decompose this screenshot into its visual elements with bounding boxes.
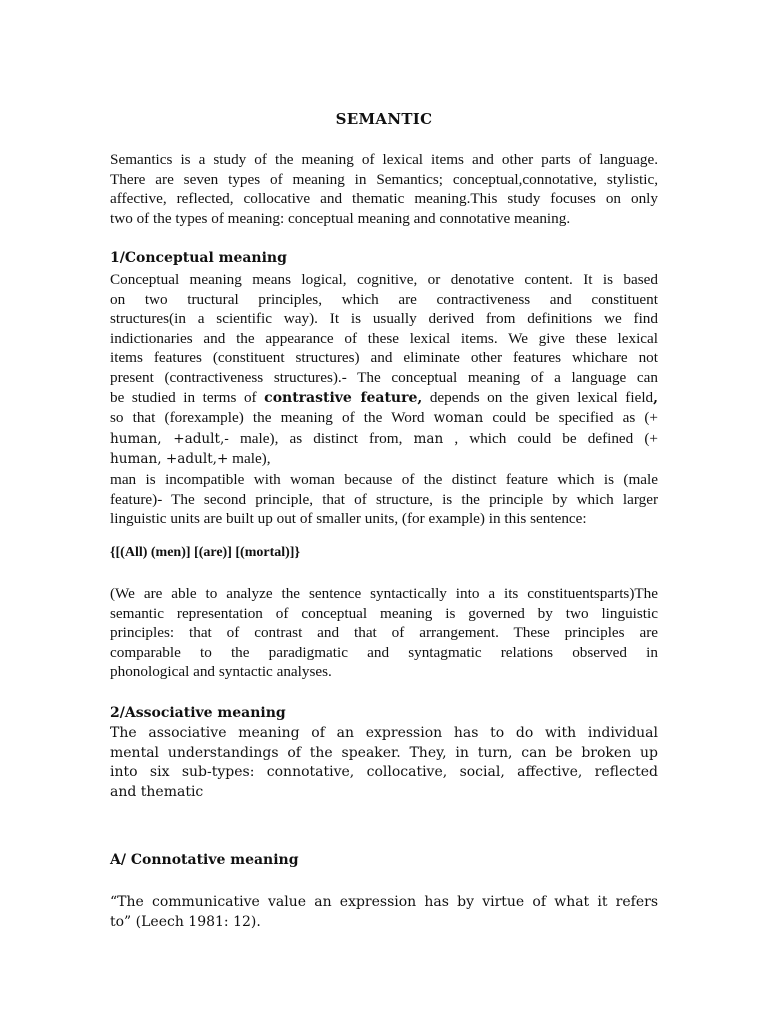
text-line: indictionaries and the appearance of these lexical items. We give these lexical bbox=[110, 329, 658, 347]
analysis-paragraph bbox=[110, 584, 658, 682]
text-line: phonological and syntactic analyses. bbox=[110, 663, 332, 681]
text-run: male), bbox=[228, 450, 271, 468]
document-title: SEMANTIC bbox=[335, 110, 433, 128]
text-line: Semantics is a study of the meaning of lexical items and other parts of language. bbox=[110, 151, 658, 168]
feature-run: human, +adult,+ bbox=[110, 451, 229, 468]
text-run: , bbox=[653, 389, 659, 406]
feature-run: human, +adult,- bbox=[110, 430, 229, 447]
text-run: male), as distinct from, bbox=[228, 429, 414, 447]
text-run: , which could be defined (+ bbox=[443, 429, 658, 447]
associative-paragraph bbox=[110, 724, 658, 802]
section-heading-connotative: A/ Connotative meaning bbox=[110, 852, 299, 868]
bracketed-example: {[(All) (men)] [(are)] [(mortal)]} bbox=[110, 545, 300, 560]
connotative-quote bbox=[110, 893, 658, 932]
text-line: present (contractiveness structures).- The conceptual meaning of a language can bbox=[110, 368, 658, 386]
text-line bbox=[110, 408, 658, 429]
text-line bbox=[110, 388, 658, 409]
text-line: two of the types of meaning: conceptual meaning and connotative meaning. bbox=[110, 209, 571, 227]
text-line: and thematic bbox=[110, 783, 204, 800]
text-line: man is incompatible with woman because of the distinct feature which is (male bbox=[110, 470, 658, 488]
bold-term-contrastive-feature: contrastive feature, bbox=[264, 389, 423, 406]
text-line: The associative meaning of an expression has to do with individual bbox=[110, 725, 658, 741]
text-run: so that (forexample) the meaning of the Word bbox=[110, 409, 434, 427]
text-line: structures(in a scientific way). It is usually derived from definitions we find bbox=[110, 310, 658, 328]
term-woman: woman bbox=[433, 410, 484, 427]
text-line: into six sub-types: connotative, collocative, social, affective, reflected bbox=[110, 764, 658, 781]
text-run: be studied in terms of bbox=[110, 388, 265, 406]
text-line: on two tructural principles, which are contractiveness and constituent bbox=[110, 290, 658, 308]
text-line: mental understandings of the speaker. They, in turn, can be broken up bbox=[110, 744, 658, 761]
text-line: There are seven types of meaning in Semantics; conceptual,connotative, stylistic, bbox=[110, 170, 658, 188]
section-heading-associative: 2/Associative meaning bbox=[110, 705, 286, 721]
text-line bbox=[110, 429, 658, 450]
text-line bbox=[110, 449, 658, 470]
text-run: depends on the given lexical field bbox=[422, 388, 654, 406]
text-line: items features (constituent structures) and eliminate other features whichare not bbox=[110, 349, 658, 367]
term-man: man bbox=[413, 430, 444, 447]
text-line: linguistic units are built up out of smaller units, (for example) in this sentence: bbox=[110, 510, 587, 528]
intro-paragraph bbox=[110, 150, 658, 228]
text-line: (We are able to analyze the sentence syntactically into a its constituentsparts)The bbox=[110, 585, 658, 602]
text-line: feature)- The second principle, that of structure, is the principle by which larger bbox=[110, 490, 658, 508]
text-line: principles: that of contrast and that of arrangement. These principles are bbox=[110, 624, 658, 642]
conceptual-paragraph bbox=[110, 270, 658, 529]
text-line: semantic representation of conceptual meaning is governed by two linguistic bbox=[110, 604, 658, 622]
text-line: affective, reflected, collocative and thematic meaning.This study focuses on only bbox=[110, 190, 658, 208]
section-heading-conceptual: 1/Conceptual meaning bbox=[110, 250, 287, 266]
text-run: could be specified as (+ bbox=[483, 409, 658, 427]
text-line: to” (Leech 1981: 12). bbox=[110, 913, 261, 930]
text-line: comparable to the paradigmatic and syntagmatic relations observed in bbox=[110, 643, 658, 661]
text-line: Conceptual meaning means logical, cognitive, or denotative content. It is based bbox=[110, 271, 658, 288]
text-line: “The communicative value an expression has by virtue of what it refers bbox=[110, 894, 658, 910]
